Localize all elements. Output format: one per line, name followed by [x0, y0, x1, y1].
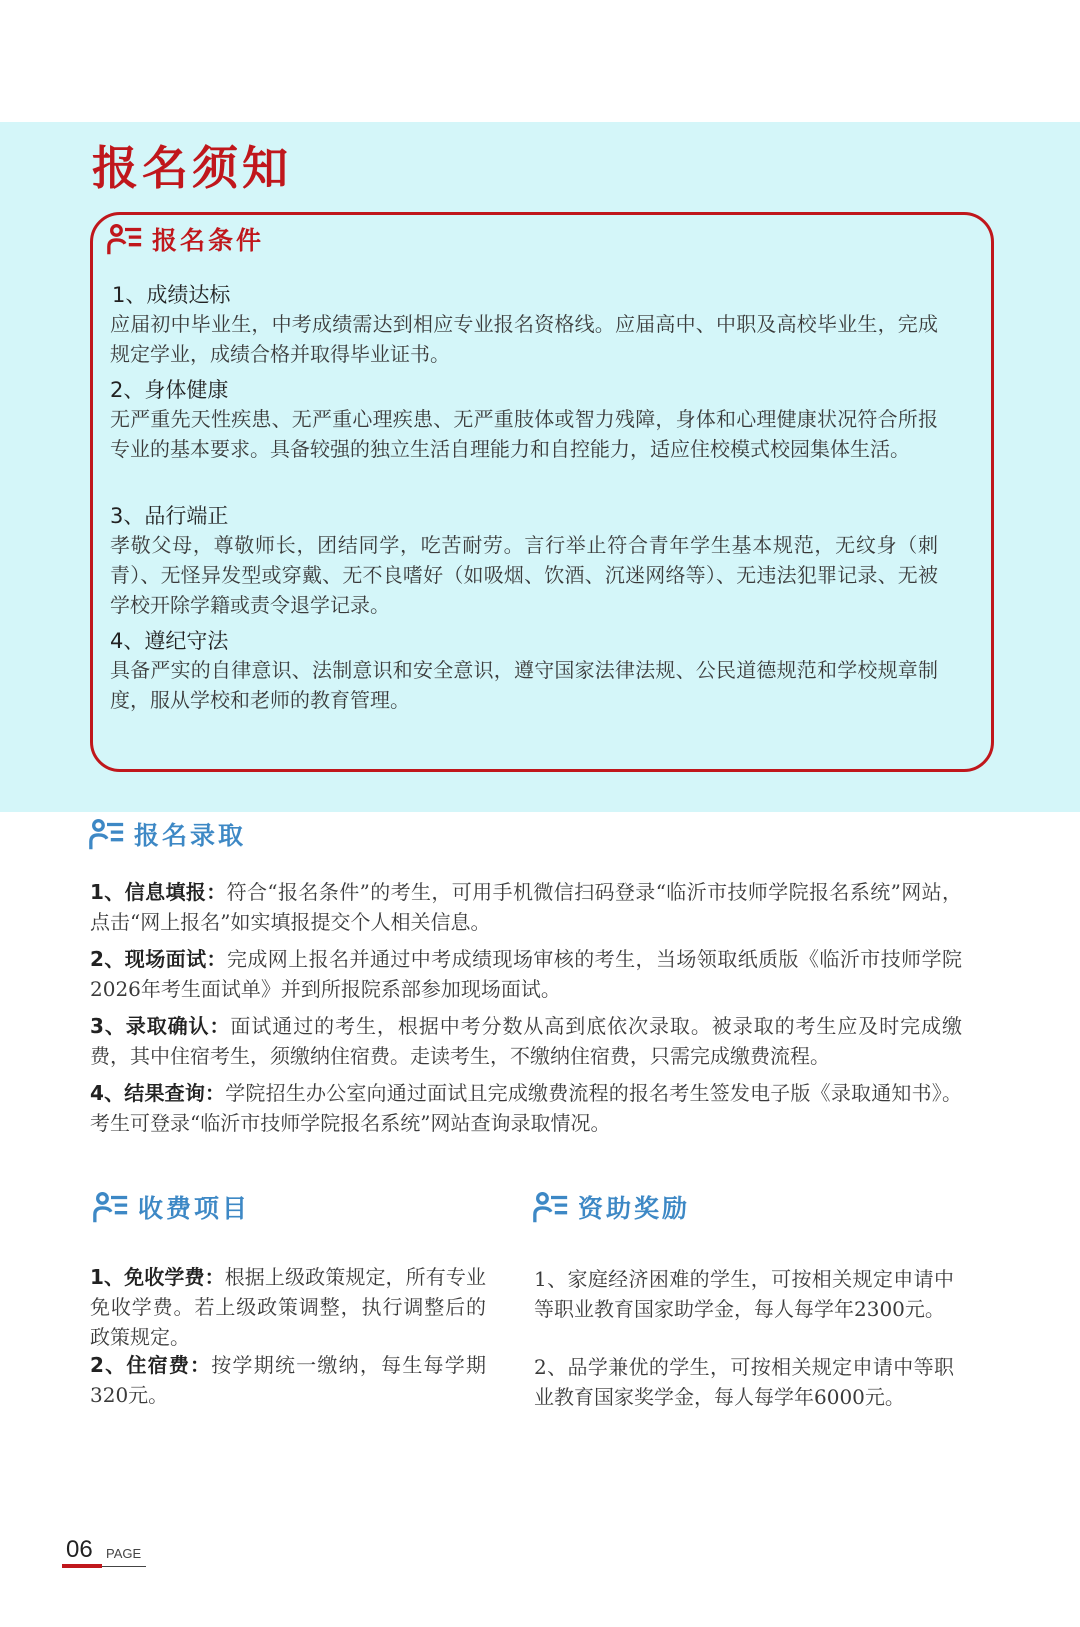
- condition-text: 无严重先天性疾患、无严重心理疾患、无严重肢体或智力残障，身体和心理健康状况符合所报专业的基本要求。具备较强的独立生活自理能力和自控能力，适应住校模式校园集体生活。: [110, 407, 938, 461]
- fees-heading: [92, 1188, 250, 1226]
- admission-heading-label: 报名录取: [134, 821, 247, 850]
- condition-title: 3、品行端正: [110, 504, 229, 528]
- admission-item: [90, 1011, 962, 1071]
- condition-title: 2、身体健康: [110, 378, 229, 402]
- condition-title: 4、遵纪守法: [110, 629, 229, 653]
- conditions-heading-label: 报名条件: [152, 226, 265, 255]
- conditions-heading: [106, 220, 264, 258]
- page-underline-accent: [62, 1564, 102, 1568]
- person-list-icon: [532, 1188, 570, 1226]
- aid-heading-label: 资助奖励: [578, 1194, 691, 1223]
- fee-item: [90, 1262, 486, 1352]
- page-underline: [102, 1566, 146, 1567]
- admission-item-label: 1、信息填报：: [90, 880, 227, 904]
- aid-item: 1、家庭经济困难的学生，可按相关规定申请中等职业教育国家助学金，每人每学年2300元。: [534, 1267, 954, 1321]
- fee-item-text: 按学期统一缴纳，每生每学期320元。: [90, 1353, 486, 1407]
- admission-item: [90, 877, 962, 937]
- person-list-icon: [88, 815, 126, 853]
- aid-heading: [532, 1188, 690, 1226]
- admission-item-text: 符合“报名条件”的考生，可用手机微信扫码登录“临沂市技师学院报名系统”网站，点击“网上报名”如实填报提交个人相关信息。: [90, 880, 962, 934]
- admission-item-text: 完成网上报名并通过中考成绩现场审核的考生，当场领取纸质版《临沂市技师学院2026年考生面试单》并到所报院系部参加现场面试。: [90, 947, 963, 1001]
- admission-item: [90, 1078, 962, 1138]
- admission-item-label: 2、现场面试：: [90, 947, 227, 971]
- person-list-icon: [106, 220, 144, 258]
- fee-item-label: 2、住宿费：: [90, 1353, 212, 1377]
- condition-text: 孝敬父母，尊敬师长，团结同学，吃苦耐劳。言行举止符合青年学生基本规范，无纹身（刺青）、无怪异发型或穿戴、无不良嗜好（如吸烟、饮酒、沉迷网络等）、无违法犯罪记录、无被学校开除学籍或责令退学记录。: [110, 533, 938, 617]
- condition-text: 应届初中毕业生，中考成绩需达到相应专业报名资格线。应届高中、中职及高校毕业生，完成规定学业，成绩合格并取得毕业证书。: [110, 312, 938, 366]
- fee-item-label: 1、免收学费：: [90, 1265, 225, 1289]
- admission-item: [90, 944, 962, 1004]
- aid-item: 2、品学兼优的学生，可按相关规定申请中等职业教育国家奖学金，每人每学年6000元。: [534, 1355, 954, 1409]
- page-number: 06: [66, 1536, 93, 1563]
- person-list-icon: [92, 1188, 130, 1226]
- condition-title: 1、成绩达标: [112, 283, 231, 307]
- fee-item-text: 根据上级政策规定，所有专业免收学费。若上级政策调整，执行调整后的政策规定。: [90, 1265, 486, 1349]
- page-title: 报名须知: [92, 141, 292, 195]
- admission-item-text: 面试通过的考生，根据中考分数从高到底依次录取。被录取的考生应及时完成缴费，其中住宿考生，须缴纳住宿费。走读考生，不缴纳住宿费，只需完成缴费流程。: [90, 1014, 962, 1068]
- admission-item-label: 4、结果查询：: [90, 1081, 226, 1105]
- admission-heading: [88, 815, 246, 853]
- condition-text: 具备严实的自律意识、法制意识和安全意识，遵守国家法律法规、公民道德规范和学校规章制度，服从学校和老师的教育管理。: [110, 658, 938, 712]
- admission-item-label: 3、录取确认：: [90, 1014, 231, 1038]
- admission-item-text: 学院招生办公室向通过面试且完成缴费流程的报名考生签发电子版《录取通知书》。考生可登录“临沂市技师学院报名系统”网站查询录取情况。: [90, 1081, 962, 1135]
- fee-item: [90, 1350, 486, 1410]
- page-word: PAGE: [106, 1546, 142, 1561]
- fees-heading-label: 收费项目: [138, 1194, 251, 1223]
